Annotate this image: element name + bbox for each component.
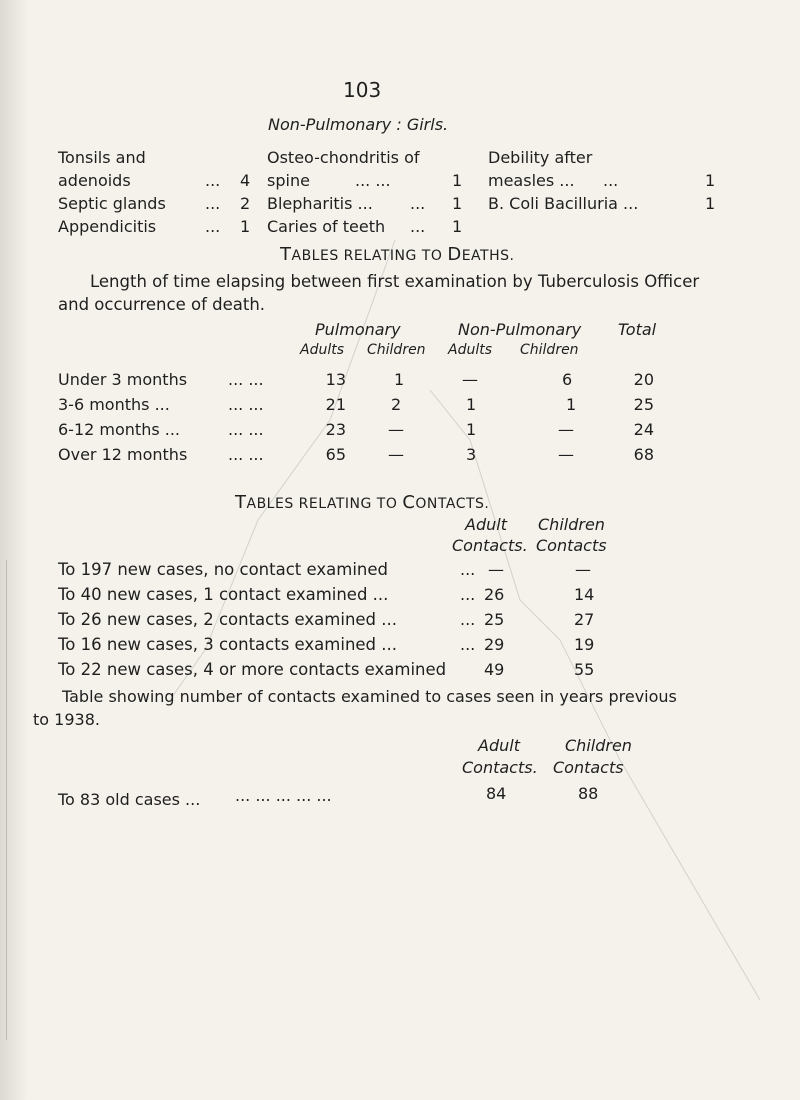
- contacts-row-dots: ...: [460, 560, 476, 579]
- deaths-sub-adults-np: Adults: [448, 342, 493, 358]
- disease-debility-line2: measles ...: [488, 171, 575, 190]
- contacts-row-label: To 26 new cases, 2 contacts examined ...: [58, 610, 398, 629]
- disease-debility-count: 1: [705, 171, 716, 190]
- disease-tonsils-count: 4: [240, 171, 251, 190]
- contacts-row-children: 27: [574, 610, 595, 629]
- old-col-children-1: Children: [565, 736, 632, 755]
- old-col-adult-1: Adult: [478, 736, 520, 755]
- disease-appendicitis-count: 1: [240, 217, 251, 236]
- deaths-row-label: Under 3 months: [58, 370, 188, 389]
- disease-septic-label: Septic glands: [58, 194, 166, 213]
- contacts-row-dots: ...: [460, 635, 476, 654]
- disease-debility-dots: ...: [603, 171, 619, 190]
- deaths-total: 20: [633, 370, 654, 389]
- contacts-heading-rest1: ABLES RELATING TO: [246, 496, 403, 512]
- disease-blepharitis-dots: ...: [410, 194, 426, 213]
- disease-septic-dots: ...: [205, 194, 221, 213]
- deaths-p-children: 1: [394, 370, 405, 389]
- old-row-dots: ... ... ... ... ...: [235, 786, 332, 805]
- contacts-row-label: To 22 new cases, 4 or more contacts examined: [58, 660, 447, 679]
- contacts-row-adult: 25: [484, 610, 505, 629]
- disease-caries-count: 1: [452, 217, 463, 236]
- contacts-heading: [235, 492, 489, 513]
- deaths-p-children: 2: [391, 395, 402, 414]
- contacts-note-line2: to 1938.: [33, 710, 100, 729]
- deaths-sub-adults-p: Adults: [300, 342, 345, 358]
- deaths-total-header: Total: [618, 320, 657, 339]
- deaths-row-dots: ... ...: [228, 445, 264, 464]
- disease-appendicitis-dots: ...: [205, 217, 221, 236]
- old-col-adult-2: Contacts.: [462, 758, 538, 777]
- contacts-heading-cap2: C: [402, 492, 416, 513]
- deaths-p-children: —: [388, 420, 404, 439]
- deaths-total: 25: [633, 395, 654, 414]
- contacts-heading-rest2: ONTACTS.: [415, 496, 490, 512]
- deaths-row-dots: ... ...: [228, 395, 264, 414]
- contacts-row-label: To 40 new cases, 1 contact examined ...: [58, 585, 389, 604]
- disease-debility-line1: Debility after: [488, 148, 593, 167]
- deaths-heading-rest2: EATHS.: [461, 248, 515, 264]
- contacts-row-dots: ...: [460, 610, 476, 629]
- page-number: 103: [343, 78, 382, 102]
- deaths-heading-cap2: D: [447, 244, 462, 265]
- deaths-intro-line2: and occurrence of death.: [58, 295, 266, 314]
- old-row-children: 88: [578, 784, 599, 803]
- disease-tonsils-dots: ...: [205, 171, 221, 190]
- contacts-row-label: To 16 new cases, 3 contacts examined ...: [58, 635, 398, 654]
- disease-bcoli-label: B. Coli Bacilluria ...: [488, 194, 639, 213]
- disease-blepharitis-count: 1: [452, 194, 463, 213]
- disease-caries-dots: ...: [410, 217, 426, 236]
- deaths-total: 24: [633, 420, 654, 439]
- deaths-p-adults: 65: [325, 445, 346, 464]
- contacts-col-children-2: Contacts: [536, 536, 607, 555]
- deaths-row-dots: ... ...: [228, 370, 264, 389]
- deaths-group-pulmonary: Pulmonary: [315, 320, 401, 339]
- deaths-row-dots: ... ...: [228, 420, 264, 439]
- contacts-row-children: —: [575, 560, 591, 579]
- contacts-note-line1: Table showing number of contacts examined to cases seen in years previous: [62, 687, 677, 706]
- old-row-label: To 83 old cases ...: [58, 790, 201, 809]
- contacts-row-children: 55: [574, 660, 595, 679]
- disease-blepharitis-label: Blepharitis ...: [267, 194, 373, 213]
- deaths-sub-children-np: Children: [520, 342, 579, 358]
- deaths-total: 68: [633, 445, 654, 464]
- contacts-heading-cap1: T: [235, 492, 247, 513]
- deaths-p-children: —: [388, 445, 404, 464]
- deaths-np-adults: 3: [466, 445, 477, 464]
- diseases-heading: Non-Pulmonary : Girls.: [268, 115, 449, 134]
- disease-septic-count: 2: [240, 194, 251, 213]
- disease-osteo-line1: Osteo-chondritis of: [267, 148, 420, 167]
- deaths-np-children: —: [558, 420, 574, 439]
- disease-osteo-line2: spine: [267, 171, 310, 190]
- disease-tonsils-line2: adenoids: [58, 171, 131, 190]
- deaths-np-children: —: [558, 445, 574, 464]
- contacts-row-dots: ...: [460, 585, 476, 604]
- disease-bcoli-count: 1: [705, 194, 716, 213]
- contacts-row-adult: —: [488, 560, 504, 579]
- deaths-p-adults: 13: [325, 370, 346, 389]
- deaths-np-adults: —: [462, 370, 478, 389]
- disease-tonsils-line1: Tonsils and: [58, 148, 146, 167]
- deaths-p-adults: 23: [325, 420, 346, 439]
- contacts-row-label: To 197 new cases, no contact examined: [58, 560, 388, 579]
- contacts-row-children: 14: [574, 585, 595, 604]
- deaths-np-adults: 1: [466, 395, 477, 414]
- deaths-group-non-pulmonary: Non-Pulmonary: [458, 320, 582, 339]
- contacts-row-adult: 49: [484, 660, 505, 679]
- old-row-adult: 84: [486, 784, 507, 803]
- deaths-np-adults: 1: [466, 420, 477, 439]
- deaths-p-adults: 21: [325, 395, 346, 414]
- deaths-np-children: 6: [562, 370, 573, 389]
- deaths-row-label: 3-6 months ...: [58, 395, 170, 414]
- disease-osteo-dots: ... ...: [355, 171, 391, 190]
- deaths-np-children: 1: [566, 395, 577, 414]
- contacts-col-adult-1: Adult: [465, 515, 507, 534]
- deaths-heading: [280, 244, 514, 265]
- deaths-row-label: 6-12 months ...: [58, 420, 181, 439]
- deaths-heading-rest1: ABLES RELATING TO: [291, 248, 448, 264]
- deaths-row-label: Over 12 months: [58, 445, 188, 464]
- deaths-heading-cap1: T: [280, 244, 292, 265]
- deaths-intro-line1: Length of time elapsing between first examination by Tuberculosis Officer: [90, 272, 700, 291]
- disease-caries-label: Caries of teeth: [267, 217, 386, 236]
- contacts-row-adult: 26: [484, 585, 505, 604]
- disease-osteo-count: 1: [452, 171, 463, 190]
- deaths-sub-children-p: Children: [367, 342, 426, 358]
- contacts-col-children-1: Children: [538, 515, 605, 534]
- contacts-row-adult: 29: [484, 635, 505, 654]
- disease-appendicitis-label: Appendicitis: [58, 217, 157, 236]
- contacts-col-adult-2: Contacts.: [452, 536, 528, 555]
- contacts-row-children: 19: [574, 635, 595, 654]
- old-col-children-2: Contacts: [553, 758, 624, 777]
